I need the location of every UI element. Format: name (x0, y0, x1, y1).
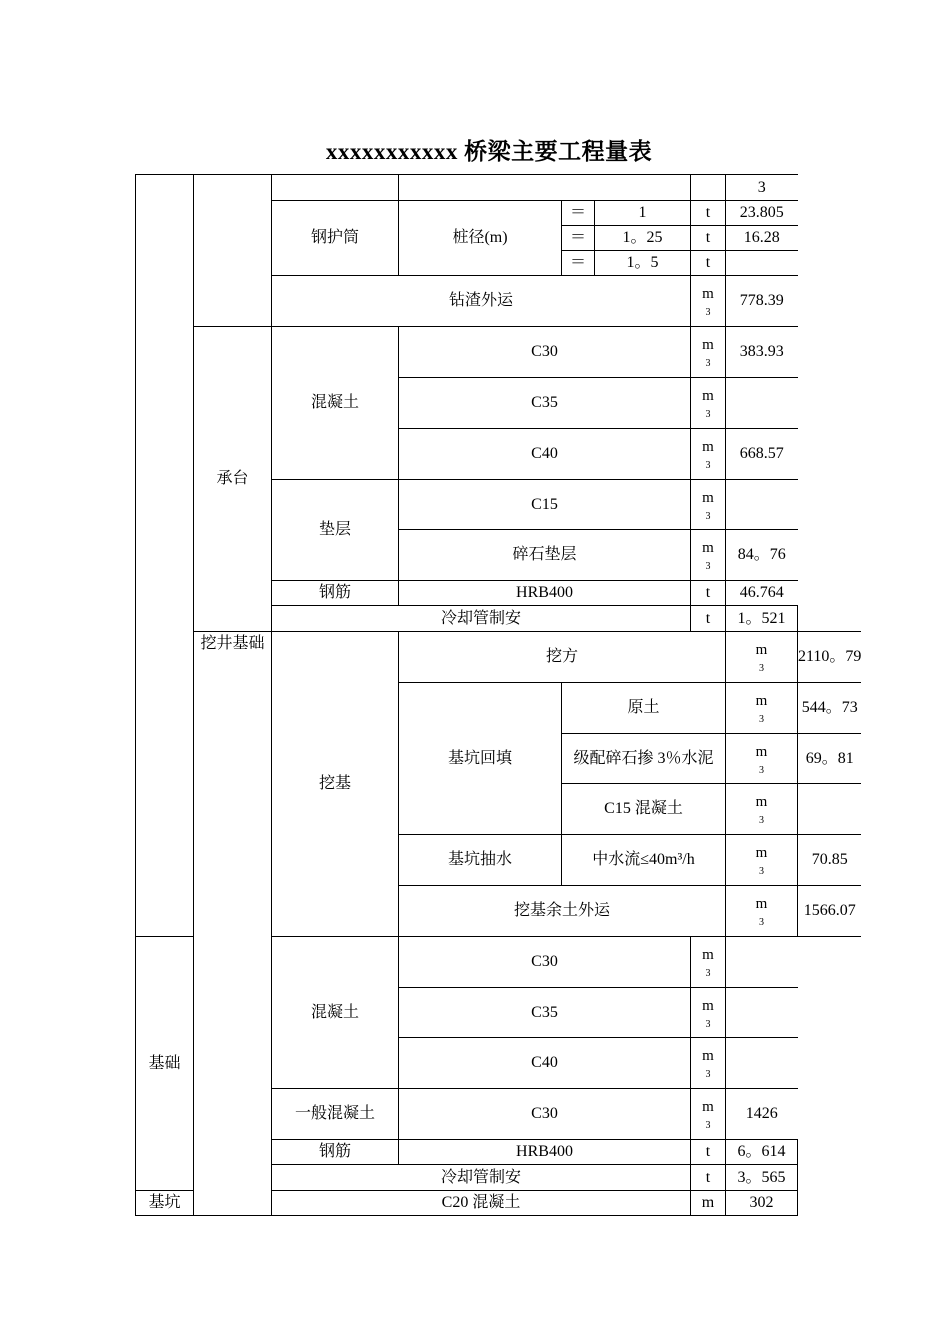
unit-base: m (755, 845, 768, 861)
unit-cell (691, 480, 726, 530)
operator-cell: ＝ (562, 226, 595, 251)
unit-exponent: 3 (759, 866, 764, 877)
quantity-cell (798, 784, 862, 835)
item-cell: 冷却管制安 (272, 606, 691, 632)
unit-exponent: 3 (759, 714, 764, 725)
unit-exponent: 3 (759, 815, 764, 826)
spec-cell: C30 (399, 1089, 691, 1140)
unit-base: m (702, 439, 714, 455)
unit-exponent: 3 (705, 968, 711, 979)
unit-cell (691, 988, 726, 1038)
table-row (136, 175, 862, 201)
unit-cell (726, 734, 798, 784)
unit-cell: t (691, 1165, 726, 1191)
unit-base: m (755, 693, 768, 709)
spec-cell: C35 (399, 378, 691, 429)
unit-exponent: 3 (759, 917, 764, 928)
unit-exponent: 3 (759, 764, 764, 776)
item-cell: 一般混凝土 (272, 1089, 399, 1140)
quantity-cell (726, 251, 798, 276)
quantity-cell: 668.57 (726, 429, 798, 480)
spec-cell: C40 (399, 429, 691, 480)
unit-cell (726, 784, 798, 835)
item-cell: 钢护筒 (272, 201, 399, 276)
quantity-cell: 6。614 (726, 1140, 798, 1165)
unit-exponent: 3 (705, 460, 711, 471)
quantity-cell (726, 480, 798, 530)
subcategory-cell: 基础 (136, 937, 194, 1191)
quantity-cell: 3。565 (726, 1165, 798, 1191)
quantity-cell: 69。81 (798, 734, 862, 784)
item-cell: 钻渣外运 (272, 276, 691, 327)
quantity-cell: 302 (726, 1191, 798, 1216)
quantity-cell: 70.85 (798, 835, 862, 886)
item-cell: 冷却管制安 (272, 1165, 691, 1191)
unit-base: m (702, 489, 714, 506)
unit-exponent: 3 (759, 663, 764, 674)
item-cell: 钢筋 (272, 581, 399, 606)
unit-cell (691, 1038, 726, 1089)
spec-cell: C30 (399, 327, 691, 378)
diameter-cell: 1 (595, 201, 691, 226)
spec-cell: 原土 (562, 683, 726, 734)
unit-cell: m (691, 1191, 726, 1216)
unit-base: m (702, 997, 714, 1014)
unit-exponent: 3 (705, 307, 711, 318)
spec-cell: 桩径(m) (399, 201, 562, 276)
quantity-cell: 1426 (726, 1089, 798, 1140)
unit-base: m (755, 794, 768, 810)
unit-exponent: 3 (705, 1069, 711, 1080)
spec-cell: HRB400 (399, 1140, 691, 1165)
unit-cell: t (691, 201, 726, 226)
unit-base: m (702, 286, 714, 302)
item-cell (272, 175, 399, 201)
quantity-cell: 16.28 (726, 226, 798, 251)
unit-cell (691, 429, 726, 480)
unit-cell (691, 327, 726, 378)
quantity-table (135, 174, 861, 1216)
item-cell: 混凝土 (272, 937, 399, 1089)
quantity-cell: 23.805 (726, 201, 798, 226)
spec-cell: C15 混凝土 (562, 784, 726, 835)
quantity-cell: 1566.07 (798, 886, 862, 937)
unit-cell (691, 937, 726, 988)
diameter-cell: 1。25 (595, 226, 691, 251)
spec-cell: 级配碎石掺 3％水泥 (562, 734, 726, 784)
item-cell: 混凝土 (272, 327, 399, 480)
spec-cell: 中水流≤40m³/h (562, 835, 726, 886)
category-cell (136, 175, 194, 937)
unit-cell (691, 175, 726, 201)
item-cell: 基坑抽水 (399, 835, 562, 886)
unit-cell (726, 886, 798, 937)
unit-base: m (755, 743, 768, 760)
operator-cell: ＝ (562, 251, 595, 276)
unit-exponent: 3 (705, 561, 711, 572)
item-cell: 基坑回填 (399, 683, 562, 835)
unit-cell (726, 835, 798, 886)
quantity-cell: 3 (726, 175, 798, 201)
subcategory-cell: 承台 (194, 327, 272, 632)
unit-cell: t (691, 251, 726, 276)
page-title: xxxxxxxxxxx 桥梁主要工程量表 (325, 139, 653, 164)
quantity-cell: 1。521 (726, 606, 798, 632)
unit-exponent: 3 (705, 409, 711, 420)
quantity-cell: 383.93 (726, 327, 798, 378)
spec-cell: 碎石垫层 (399, 530, 691, 581)
unit-exponent: 3 (705, 1120, 711, 1131)
quantity-cell (726, 988, 798, 1038)
unit-cell (726, 683, 798, 734)
table-row (136, 327, 862, 378)
subcategory-cell: 挖基 (272, 632, 399, 937)
unit-cell: t (691, 606, 726, 632)
unit-exponent: 3 (705, 1018, 711, 1030)
unit-base: m (702, 1048, 714, 1064)
unit-cell (691, 530, 726, 581)
quantity-cell: 46.764 (726, 581, 798, 606)
unit-cell: t (691, 226, 726, 251)
unit-base: m (755, 896, 768, 912)
unit-base: m (702, 540, 714, 556)
spec-cell: C30 (399, 937, 691, 988)
unit-base: m (702, 337, 714, 353)
spec-cell: C35 (399, 988, 691, 1038)
quantity-cell (726, 378, 798, 429)
unit-base: m (702, 388, 714, 404)
spec-cell (399, 175, 691, 201)
table-row (136, 632, 862, 683)
unit-base: m (702, 947, 714, 963)
unit-cell (726, 632, 798, 683)
unit-cell: t (691, 581, 726, 606)
unit-cell (691, 276, 726, 327)
category-cell: 挖井基础 (194, 632, 272, 1216)
quantity-cell: 778.39 (726, 276, 798, 327)
quantity-cell: 84。76 (726, 530, 798, 581)
unit-exponent: 3 (705, 358, 711, 369)
quantity-cell (726, 1038, 798, 1089)
unit-cell: t (691, 1140, 726, 1165)
unit-exponent: 3 (705, 510, 711, 522)
item-cell: 挖方 (399, 632, 726, 683)
item-cell: 钢筋 (272, 1140, 399, 1165)
unit-base: m (702, 1099, 714, 1115)
unit-cell (691, 1089, 726, 1140)
item-cell: 挖基余土外运 (399, 886, 726, 937)
spec-cell: C40 (399, 1038, 691, 1089)
item-cell: 垫层 (272, 480, 399, 581)
subcategory-cell (194, 175, 272, 327)
unit-cell (691, 378, 726, 429)
spec-cell: HRB400 (399, 581, 691, 606)
subcategory-cell: 基坑 (136, 1191, 194, 1216)
operator-cell: ＝ (562, 201, 595, 226)
spec-cell: C15 (399, 480, 691, 530)
item-cell: C20 混凝土 (272, 1191, 691, 1216)
quantity-cell: 2110。79 (798, 632, 862, 683)
quantity-cell (726, 937, 798, 988)
unit-base: m (755, 642, 768, 658)
quantity-cell: 544。73 (798, 683, 862, 734)
diameter-cell: 1。5 (595, 251, 691, 276)
